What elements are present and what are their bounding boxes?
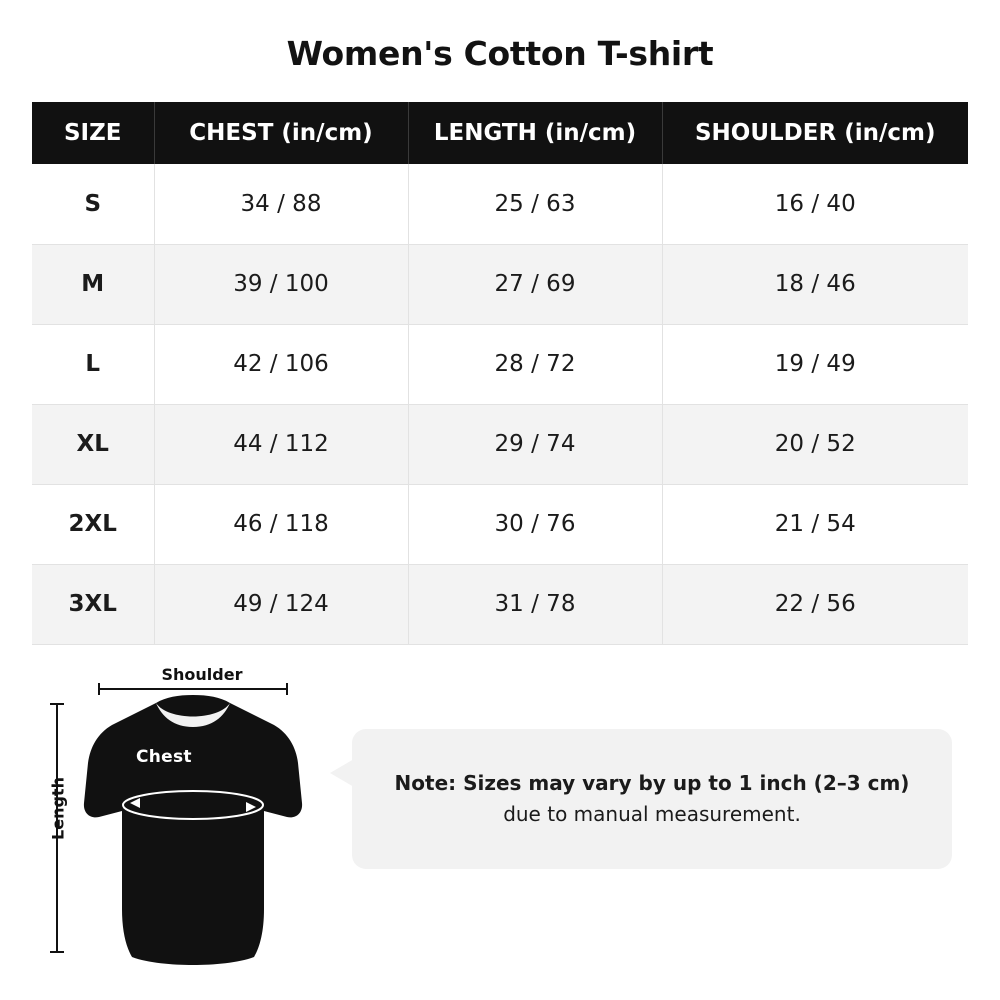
table-row: [32, 404, 968, 484]
cell-chest: 39 / 100: [154, 244, 408, 324]
cell-shoulder: 22 / 56: [662, 564, 968, 644]
column-header-size: SIZE: [32, 102, 154, 164]
note-bubble: [352, 729, 952, 869]
page-title: Women's Cotton T-shirt: [286, 34, 714, 73]
size-table-container: [32, 102, 968, 645]
shoulder-bar: [98, 688, 288, 690]
cell-size: 3XL: [32, 564, 154, 644]
column-header-length: LENGTH (in/cm): [408, 102, 662, 164]
table-body: [32, 164, 968, 644]
cell-size: M: [32, 244, 154, 324]
cell-size: L: [32, 324, 154, 404]
cell-chest: 34 / 88: [154, 164, 408, 244]
shoulder-measure-label: Shoulder: [161, 664, 243, 684]
table-header: [32, 102, 968, 164]
cell-chest: 46 / 118: [154, 484, 408, 564]
note-line-2: due to manual measurement.: [503, 801, 801, 826]
cell-shoulder: 20 / 52: [662, 404, 968, 484]
table-row: [32, 324, 968, 404]
cell-length: 27 / 69: [408, 244, 662, 324]
column-header-shoulder: SHOULDER (in/cm): [662, 102, 968, 164]
cell-size: XL: [32, 404, 154, 484]
table-row: [32, 484, 968, 564]
shoulder-tick-right: [286, 683, 288, 695]
cell-shoulder: 21 / 54: [662, 484, 968, 564]
measurement-guide: [0, 659, 1000, 989]
tshirt-illustration: [78, 695, 308, 969]
cell-length: 29 / 74: [408, 404, 662, 484]
column-header-chest: CHEST (in/cm): [154, 102, 408, 164]
table-row: [32, 244, 968, 324]
table-row: [32, 164, 968, 244]
cell-length: 28 / 72: [408, 324, 662, 404]
cell-shoulder: 19 / 49: [662, 324, 968, 404]
table-header-row: [32, 102, 968, 164]
size-table: [32, 102, 968, 645]
note-line-1: Note: Sizes may vary by up to 1 inch (2–3 cm): [394, 770, 910, 795]
cell-chest: 44 / 112: [154, 404, 408, 484]
shoulder-measure-bracket: [98, 683, 288, 695]
cell-shoulder: 18 / 46: [662, 244, 968, 324]
cell-size: S: [32, 164, 154, 244]
tshirt-diagram: [40, 659, 340, 989]
cell-length: 31 / 78: [408, 564, 662, 644]
length-tick-bottom: [50, 951, 64, 953]
cell-size: 2XL: [32, 484, 154, 564]
cell-length: 25 / 63: [408, 164, 662, 244]
cell-chest: 49 / 124: [154, 564, 408, 644]
note-bubble-tail: [330, 759, 354, 787]
cell-shoulder: 16 / 40: [662, 164, 968, 244]
table-row: [32, 564, 968, 644]
chest-measure-label: Chest: [136, 746, 192, 767]
cell-chest: 42 / 106: [154, 324, 408, 404]
length-measure-label: Length: [48, 776, 68, 840]
cell-length: 30 / 76: [408, 484, 662, 564]
